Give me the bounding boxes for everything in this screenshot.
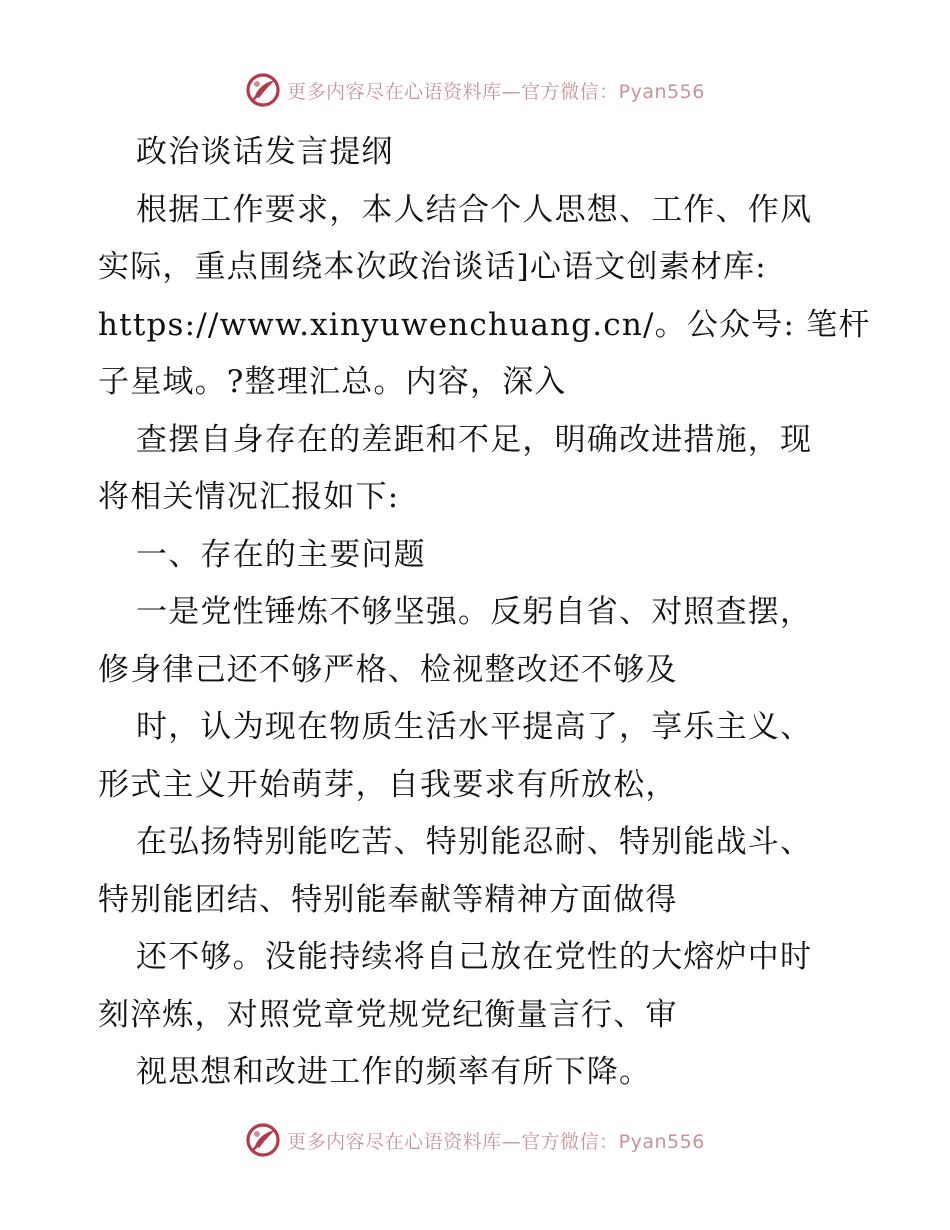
text-line: 在弘扬特别能吃苦、特别能忍耐、特别能战斗、 — [136, 824, 813, 860]
document-body — [98, 124, 871, 1102]
watermark-text: 更多内容尽在心语资料库—官方微信：Pyan556 — [287, 80, 705, 103]
text-line: 一是党性锤炼不够坚强。反躬自省、对照查摆， — [136, 594, 813, 630]
text-line: 还不够。没能持续将自己放在党性的大熔炉中时 — [136, 939, 813, 975]
text-line: 形式主义开始萌芽，自我要求有所放松， — [98, 766, 678, 803]
text-line: 政治谈话发言提纲 — [136, 134, 394, 170]
text-line: https://www.xinyuwenchuang.cn/。公众号: 笔杆 — [98, 306, 871, 343]
text-line: 根据工作要求，本人结合个人思想、工作、作风 — [136, 191, 813, 228]
logo-icon — [245, 72, 281, 108]
text-line: 将相关情况汇报如下: — [98, 479, 400, 515]
text-line: 刻淬炼，对照党章党规党纪衡量言行、审 — [98, 996, 678, 1033]
text-line: 时，认为现在物质生活水平提高了，享乐主义、 — [136, 709, 813, 745]
watermark-text: 更多内容尽在心语资料库—官方微信：Pyan556 — [287, 1130, 705, 1153]
text-line: 修身律己还不够严格、检视整改还不够及 — [98, 651, 678, 688]
footer-watermark — [0, 1120, 950, 1160]
text-line: 实际，重点围绕本次政治谈话]心语文创素材库: — [98, 249, 767, 285]
text-line: 特别能团结、特别能奉献等精神方面做得 — [98, 881, 678, 918]
text-line: 视思想和改进工作的频率有所下降。 — [136, 1054, 652, 1090]
text-line: 一、存在的主要问题 — [136, 536, 426, 573]
header-watermark — [0, 70, 950, 110]
text-line: 子星域。?整理汇总。内容，深入 — [98, 364, 567, 400]
text-line: 查摆自身存在的差距和不足，明确改进措施，现 — [136, 421, 813, 458]
logo-icon — [245, 1122, 281, 1158]
